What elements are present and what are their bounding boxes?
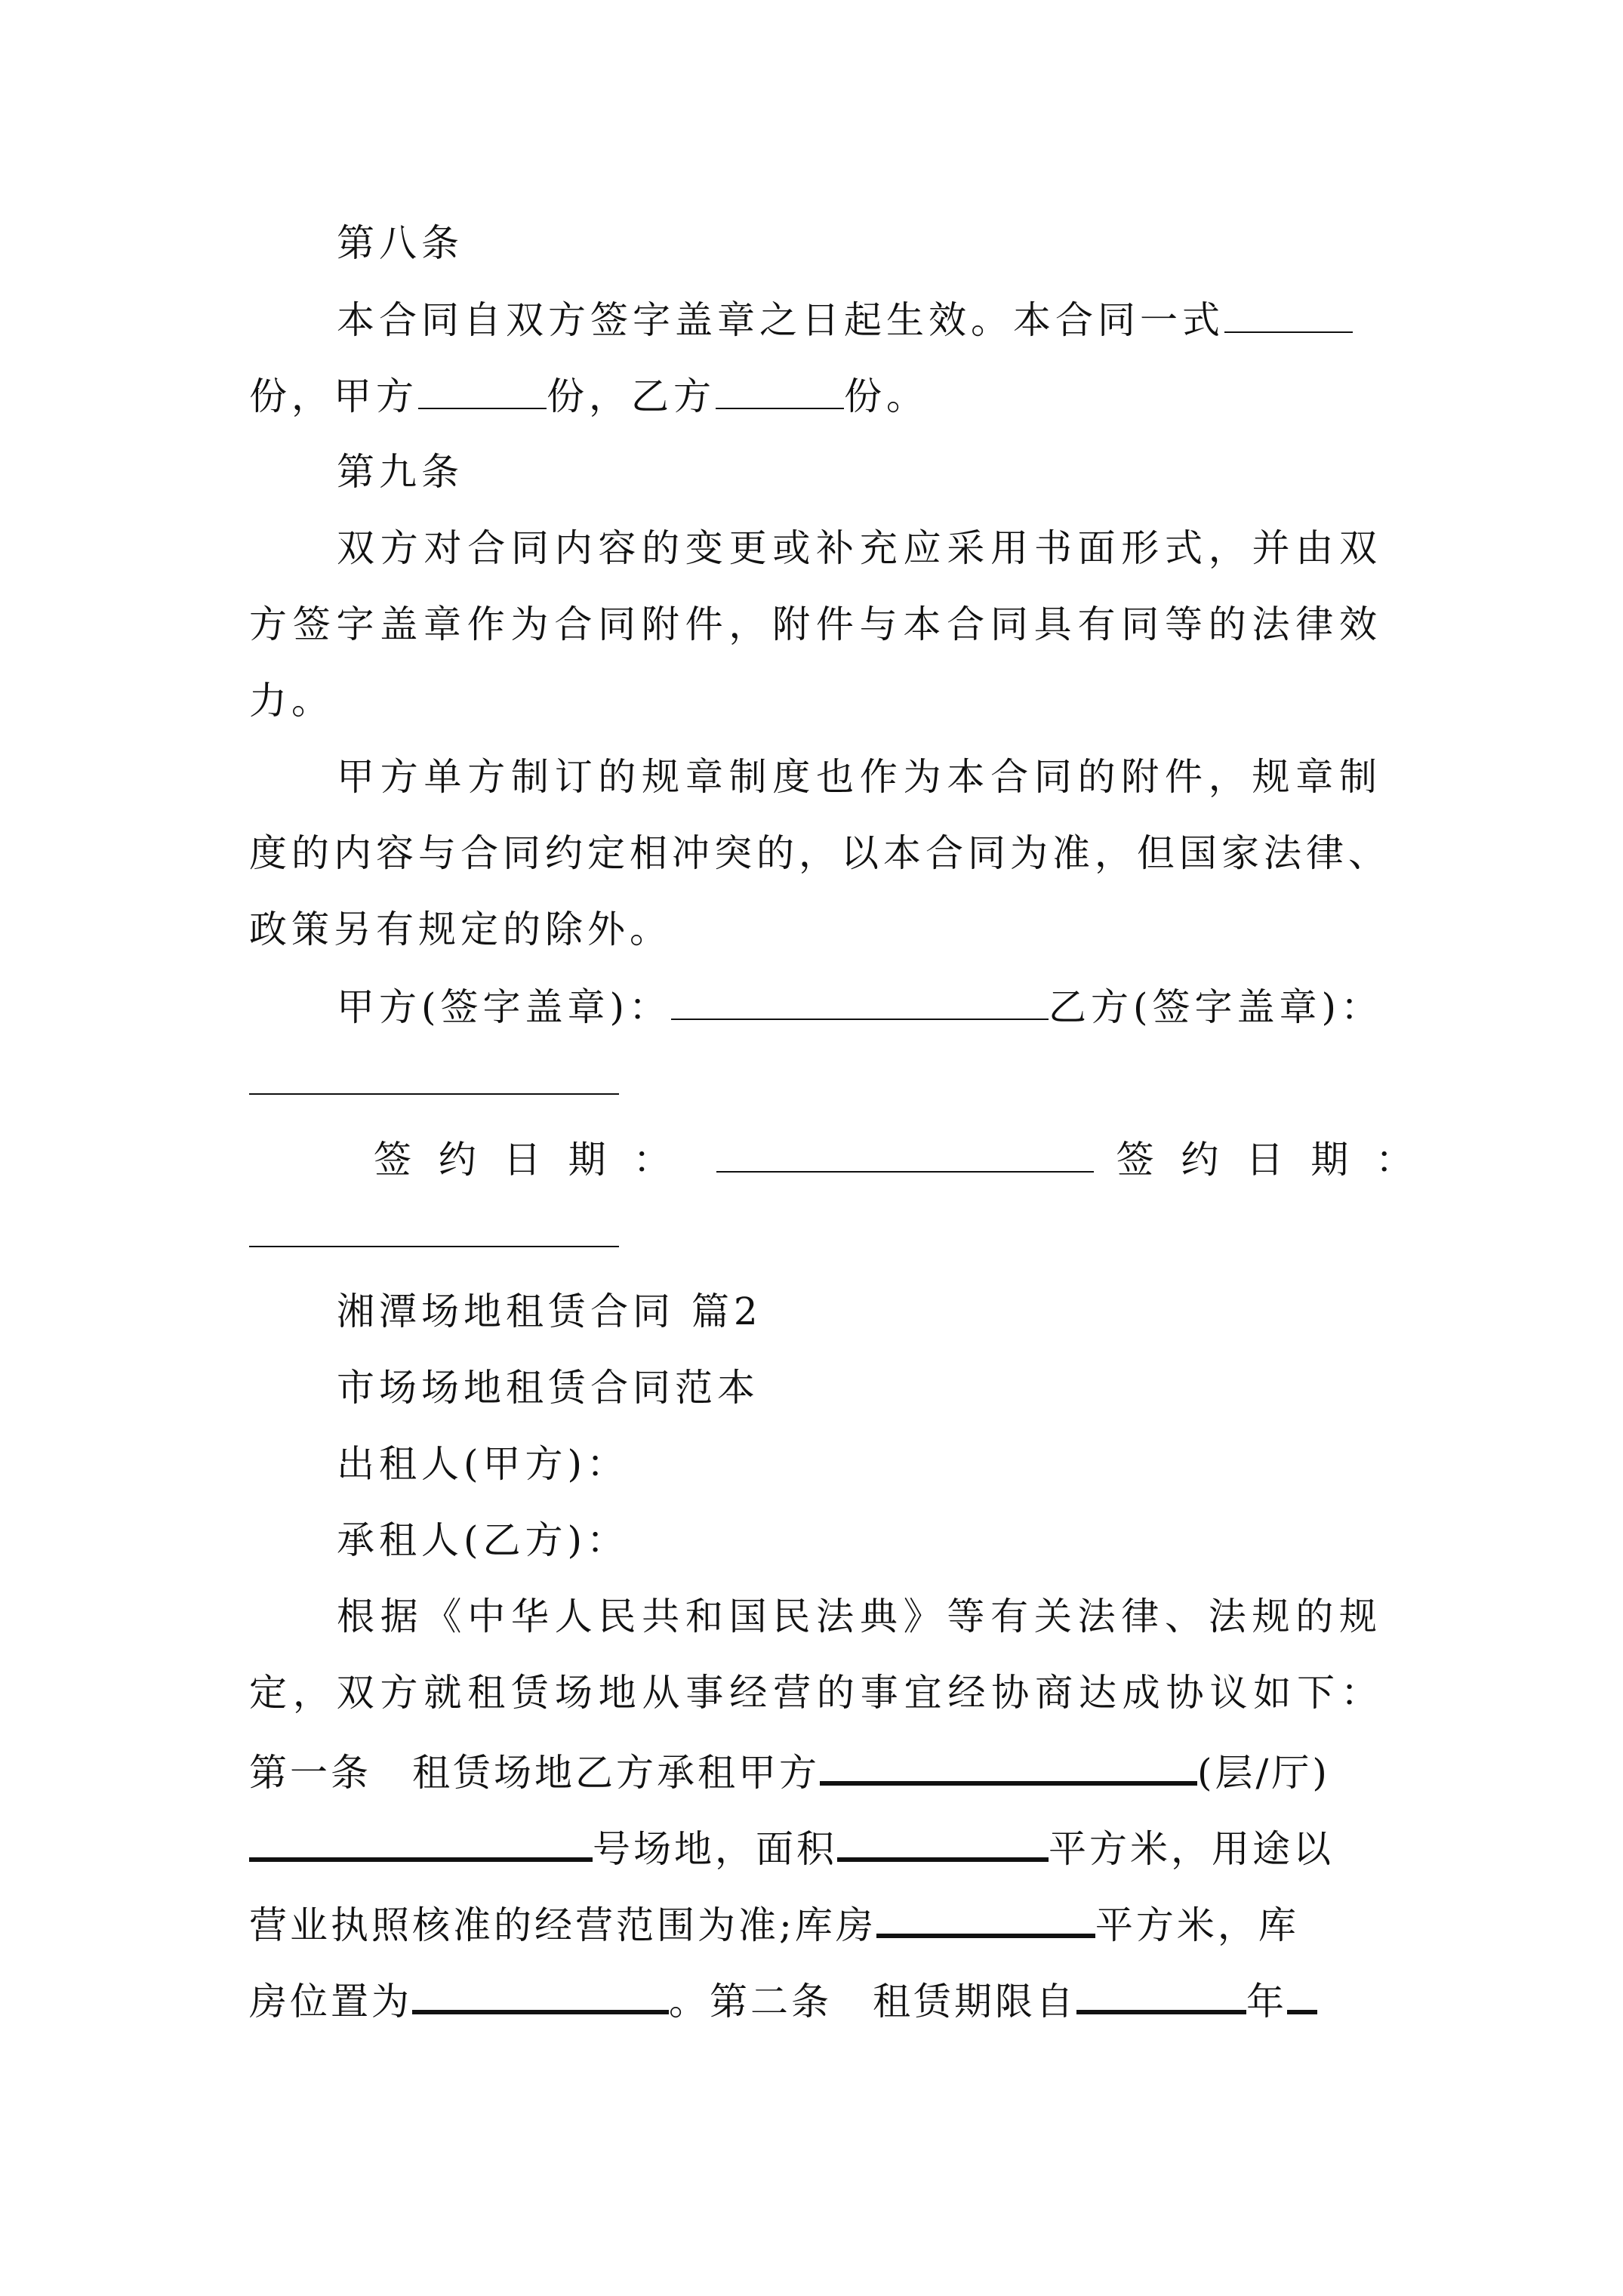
article-8-paragraph-line-2 — [249, 373, 929, 419]
signature-line — [337, 984, 1383, 1030]
rules-line-2: 度的内容与合同约定相冲突的，以本合同为准，但国家法律、 — [249, 831, 1390, 875]
area-blank — [837, 1823, 1049, 1862]
article-1-line-3 — [249, 1899, 1299, 1948]
article-1-text-5: 营业执照核准的经营范围为准;库房 — [249, 1903, 876, 1947]
article-1-text-7: 房位置为 — [249, 1980, 412, 2023]
copies-party-a-blank — [418, 373, 547, 409]
article-8-heading: 第八条 — [337, 221, 463, 265]
copies-party-b-blank — [716, 373, 844, 409]
article-9-line-2: 方签字盖章作为合同附件，附件与本合同具有同等的法律效 — [249, 603, 1381, 646]
contract-2-subtitle: 市场场地租赁合同范本 — [337, 1366, 759, 1410]
article-8-paragraph-line-1 — [337, 297, 1353, 343]
article-1-text-8: 。第二条 租赁期限自 — [669, 1980, 1076, 2023]
article-1-text-2: (层/厅) — [1197, 1751, 1330, 1795]
warehouse-area-blank — [876, 1899, 1095, 1938]
start-year-blank — [1076, 1975, 1246, 2014]
article-1-line-1 — [249, 1746, 1330, 1795]
article-8-text-1: 本合同自双方签字盖章之日起生效。本合同一式 — [337, 298, 1224, 342]
rules-line-3: 政策另有规定的除外。 — [249, 908, 672, 951]
party-b-date-label: 签 约 日 期 ： — [1116, 1138, 1421, 1182]
lessor-label: 出租人(甲方)： — [337, 1442, 630, 1486]
article-1-line-2 — [249, 1823, 1334, 1872]
lessee-label: 承租人(乙方)： — [337, 1518, 630, 1562]
copies-total-blank — [1224, 297, 1353, 333]
party-a-signature-label: 甲方(签字盖章)： — [337, 985, 672, 1029]
article-1-text-4: 平方米，用途以 — [1049, 1827, 1334, 1871]
rules-line-1: 甲方单方制订的规章制度也作为本合同的附件，规章制 — [337, 755, 1381, 799]
party-b-signature-label: 乙方(签字盖章)： — [1049, 985, 1384, 1029]
contract-2-title: 湘潭场地租赁合同 篇2 — [337, 1290, 762, 1333]
warehouse-location-blank — [412, 1975, 669, 2014]
article-1-text-6: 平方米，库 — [1095, 1903, 1299, 1947]
article-9-heading: 第九条 — [337, 450, 463, 494]
article-8-text-2: 份，甲方 — [249, 374, 418, 418]
article-1-text-9: 年 — [1246, 1980, 1287, 2023]
article-1-text-1: 第一条 租赁场地乙方承租甲方 — [249, 1751, 820, 1795]
basis-line-2: 定，双方就租赁场地从事经营的事宜经协商达成协议如下： — [249, 1671, 1381, 1715]
article-9-line-1: 双方对合同内容的变更或补充应采用书面形式，并由双 — [337, 526, 1381, 570]
article-1-text-3: 号场地，面积 — [593, 1827, 837, 1871]
article-1-line-4 — [249, 1975, 1317, 2024]
article-9-line-3: 力。 — [249, 679, 334, 723]
party-a-signature-blank — [671, 984, 1049, 1020]
party-a-date-blank — [716, 1136, 1094, 1173]
article-8-text-4: 份。 — [844, 374, 929, 418]
date-line — [374, 1136, 1421, 1182]
floor-hall-blank — [820, 1746, 1197, 1786]
site-number-blank — [249, 1823, 593, 1862]
start-month-blank — [1287, 1975, 1317, 2014]
party-b-date-blank — [249, 1246, 619, 1247]
article-8-text-3: 份，乙方 — [547, 374, 716, 418]
party-a-date-label: 签 约 日 期 ： — [374, 1138, 679, 1182]
basis-line-1: 根据《中华人民共和国民法典》等有关法律、法规的规 — [337, 1595, 1381, 1638]
party-b-signature-blank — [249, 1093, 619, 1095]
